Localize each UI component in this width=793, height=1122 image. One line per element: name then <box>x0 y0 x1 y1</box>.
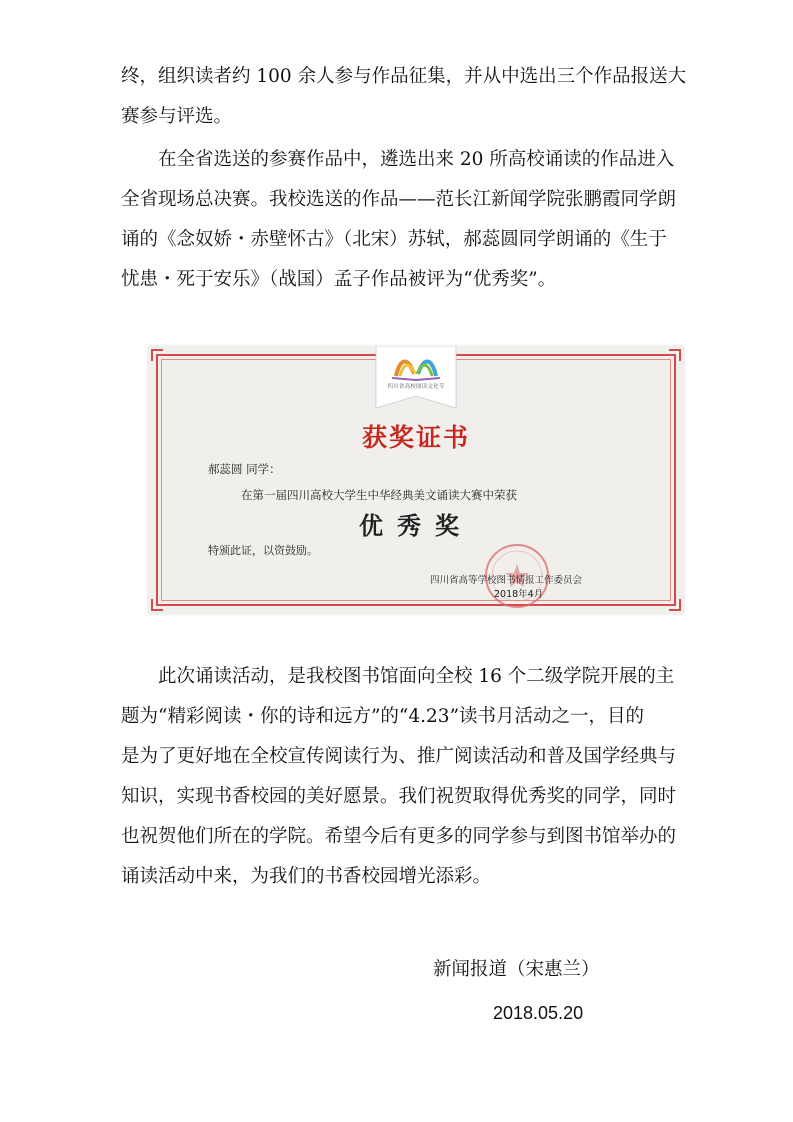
logo-caption: 四川省高校阅读文化节 <box>387 384 445 390</box>
paragraph-activity <box>121 657 681 897</box>
award-certificate-image <box>148 346 684 614</box>
report-date: 2018.05.20 <box>493 1003 584 1023</box>
text-line: 终，组织读者约 100 余人参与作品征集，并从中选出三个作品报送大 <box>121 66 687 87</box>
book-logo-icon <box>370 346 462 408</box>
text-line: 是为了更好地在全校宣传阅读行为、推广阅读活动和普及国学经典与 <box>121 746 677 767</box>
certificate-closing: 特颁此证，以资鼓励。 <box>208 544 318 557</box>
report-signature: 新闻报道（宋惠兰） <box>433 959 600 980</box>
paragraph-continuation <box>121 57 687 137</box>
corner-ornament <box>151 599 163 611</box>
corner-ornament <box>151 349 163 361</box>
certificate-issuer: 四川省高等学校图书情报工作委员会 <box>430 575 583 586</box>
corner-ornament <box>669 349 681 361</box>
certificate-date: 2018年4月 <box>494 589 544 600</box>
text-line: 全省现场总决赛。我校选送的作品——范长江新闻学院张鹏霞同学朗 <box>121 189 677 210</box>
text-line: 也祝贺他们所在的学院。希望今后有更多的同学参与到图书馆举办的 <box>121 826 677 847</box>
text-line: 赛参与评选。 <box>121 106 233 127</box>
corner-ornament <box>669 599 681 611</box>
text-line: 知识，实现书香校园的美好愿景。我们祝贺取得优秀奖的同学，同时 <box>121 786 677 807</box>
certificate-recipient: 郝蕊圆 同学： <box>208 462 281 476</box>
text-line: 此次诵读活动，是我校图书馆面向全校 16 个二级学院开展的主 <box>158 666 675 687</box>
text-line: 诵读活动中来，为我们的书香校园增光添彩。 <box>121 866 492 887</box>
certificate-title: 获奖证书 <box>361 423 470 452</box>
paragraph-finals <box>121 140 681 300</box>
text-line: 诵的《念奴娇・赤壁怀古》（北宋）苏轼，郝蕊圆同学朗诵的《生于 <box>121 229 667 250</box>
text-line: 忧患・死于安乐》（战国）孟子作品被评为“优秀奖”。 <box>121 269 557 290</box>
certificate-body: 在第一届四川高校大学生中华经典美文诵读大赛中荣获 <box>241 488 517 502</box>
text-line: 在全省选送的参赛作品中，遴选出来 20 所高校诵读的作品进入 <box>158 149 675 170</box>
certificate-award: 优秀奖 <box>359 511 473 540</box>
text-line: 题为“精彩阅读・你的诗和远方”的“4.23”读书月活动之一，目的 <box>121 706 645 727</box>
